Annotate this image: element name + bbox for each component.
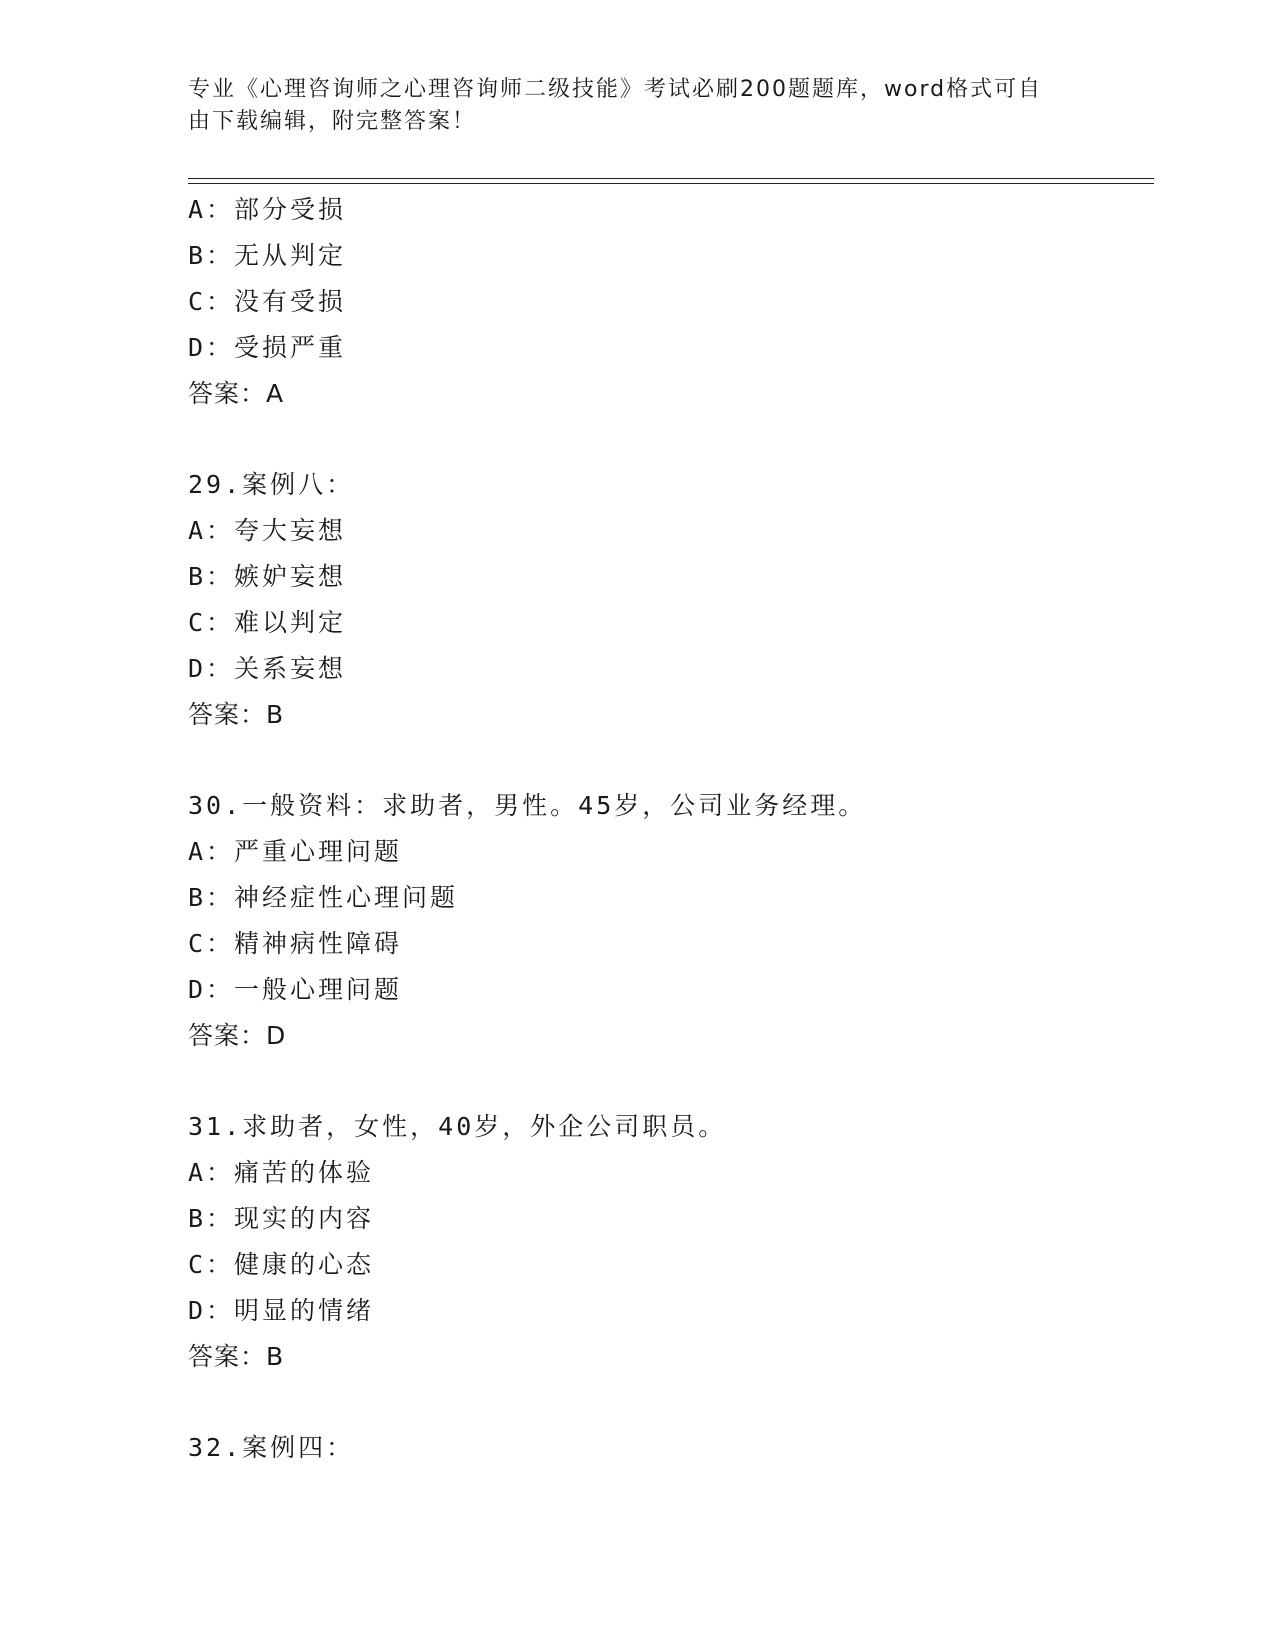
question-block-32 bbox=[188, 1425, 1148, 1471]
option-a: A：部分受损 bbox=[188, 195, 347, 224]
header-title-line-1: 专业《心理咨询师之心理咨询师二级技能》考试必刷200题题库，word格式可自 bbox=[188, 77, 1043, 102]
answer-line: 答案：D bbox=[188, 1021, 287, 1050]
question-block-29 bbox=[188, 462, 1148, 738]
option-a: A：夸大妄想 bbox=[188, 516, 347, 545]
option-a: A：痛苦的体验 bbox=[188, 1158, 375, 1187]
question-block-30 bbox=[188, 783, 1148, 1059]
question-stem: 32.案例四： bbox=[188, 1433, 355, 1462]
question-stem: 30.一般资料：求助者，男性。45岁，公司业务经理。 bbox=[188, 791, 867, 820]
answer-line: 答案：B bbox=[188, 1342, 285, 1371]
answer-line: 答案：A bbox=[188, 379, 285, 408]
option-c: C：健康的心态 bbox=[188, 1250, 375, 1279]
question-block-28 bbox=[188, 187, 1148, 417]
option-b: B：神经症性心理问题 bbox=[188, 883, 459, 912]
answer-line: 答案：B bbox=[188, 700, 285, 729]
option-a: A：严重心理问题 bbox=[188, 837, 403, 866]
header-divider-bottom bbox=[188, 183, 1154, 184]
question-stem: 29.案例八： bbox=[188, 470, 355, 499]
option-c: C：精神病性障碍 bbox=[188, 929, 403, 958]
option-b: B：无从判定 bbox=[188, 241, 347, 270]
option-b: B：现实的内容 bbox=[188, 1204, 375, 1233]
option-d: D：一般心理问题 bbox=[188, 975, 403, 1004]
question-stem: 31.求助者，女性，40岁，外企公司职员。 bbox=[188, 1112, 727, 1141]
question-list bbox=[188, 187, 1148, 1471]
option-d: D：关系妄想 bbox=[188, 654, 347, 683]
option-d: D：受损严重 bbox=[188, 333, 347, 362]
header-divider-top bbox=[188, 178, 1154, 179]
document-header bbox=[188, 74, 1068, 138]
option-d: D：明显的情绪 bbox=[188, 1296, 375, 1325]
header-title-line-2: 由下载编辑，附完整答案！ bbox=[188, 109, 477, 134]
option-c: C：难以判定 bbox=[188, 608, 347, 637]
question-block-31 bbox=[188, 1104, 1148, 1380]
option-b: B：嫉妒妄想 bbox=[188, 562, 347, 591]
option-c: C：没有受损 bbox=[188, 287, 347, 316]
